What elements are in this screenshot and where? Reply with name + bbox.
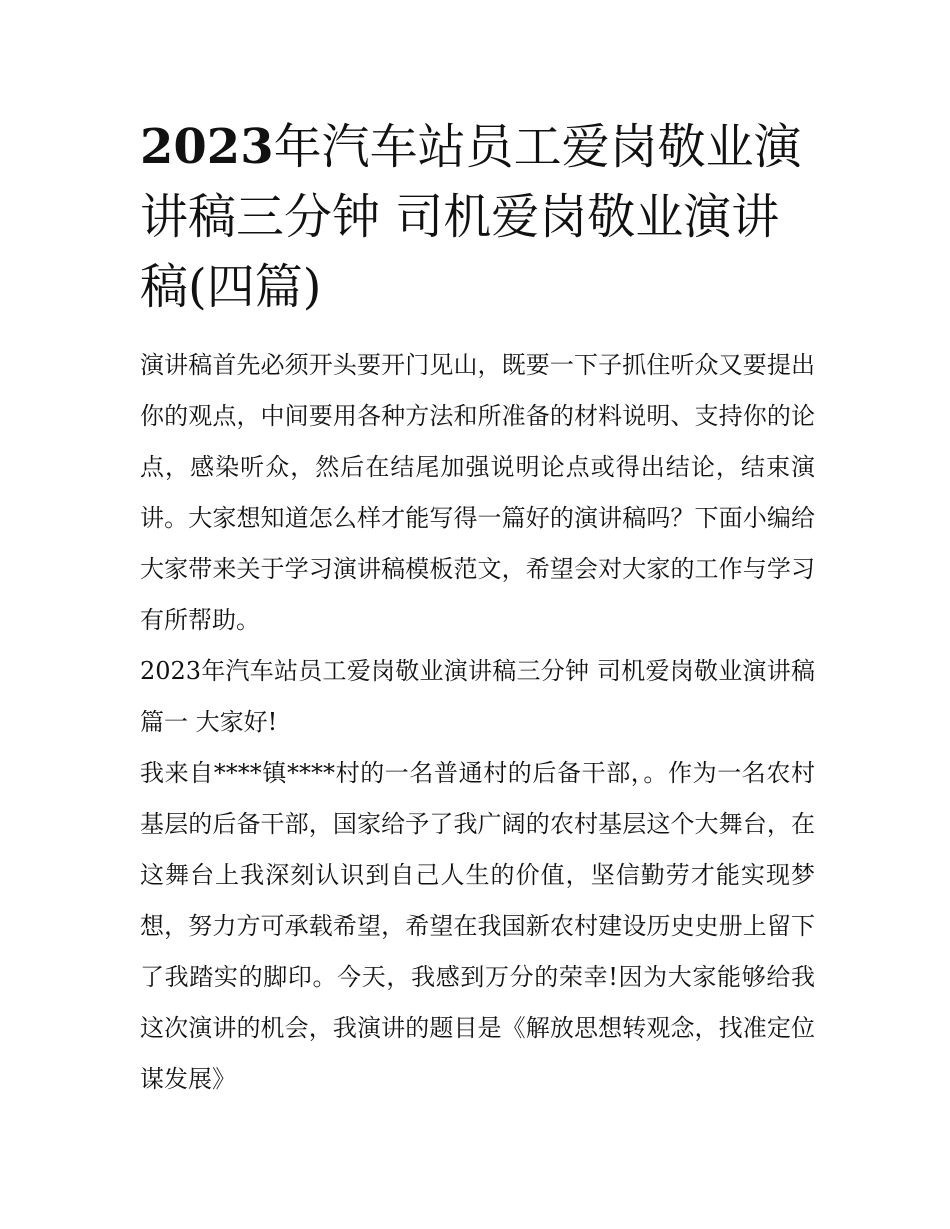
document-title [140,112,815,322]
body-paragraph: 我来自****镇****村的一名普通村的后备干部，。作为一名农村基层的后备干部，国家给予了我广阔的农村基层这个大舞台，在这舞台上我深刻认识到自己人生的价值，坚信勤劳才能实现梦想，努力方可承载希望，希望在我国新农村建设历史史册上留下了我踏实的脚印。今天，我感到万分的荣幸!因为大家能够给我这次演讲的机会，我演讲的题目是《解放思想转观念，找准定位谋发展》 [140,759,815,1093]
document-page [140,112,815,1105]
section-heading: 2023年汽车站员工爱岗敬业演讲稿三分钟 司机爱岗敬业演讲稿篇一 大家好! [140,657,815,736]
intro-paragraph: 演讲稿首先必须开头要开门见山，既要一下子抓住听众又要提出你的观点，中间要用各种方法和所准备的材料说明、支持你的论点，感染听众，然后在结尾加强说明论点或得出结论，结束演讲。大家想知道怎么样才能写得一篇好的演讲稿吗？下面小编给大家带来关于学习演讲稿模板范文，希望会对大家的工作与学习有所帮助。 [140,351,815,634]
title-year: 2023 [140,119,274,175]
title-text: 年汽车站员工爱岗敬业演讲稿三分钟 司机爱岗敬业演讲稿(四篇) [140,119,802,315]
